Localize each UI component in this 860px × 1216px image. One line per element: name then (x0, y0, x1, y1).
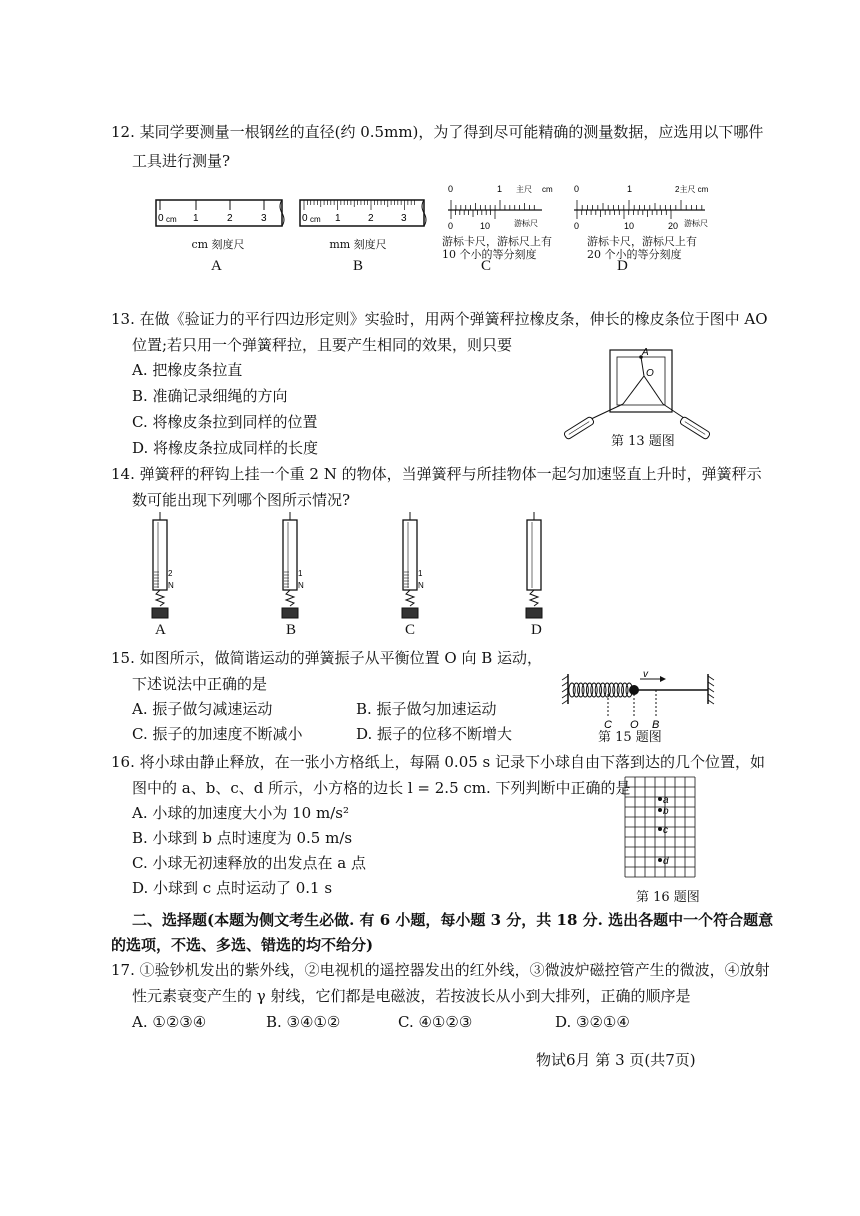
ball-position-d (658, 858, 662, 862)
q13-label-a: A (642, 347, 649, 358)
svg-text:20: 20 (668, 221, 679, 231)
q12-label-c: C (481, 258, 492, 274)
svg-text:1: 1 (497, 184, 503, 194)
grid-label-c: c (663, 825, 668, 836)
q12-stem-line2: 工具进行测量? (132, 152, 231, 170)
svg-text:10: 10 (624, 221, 635, 231)
q15-figure-caption: 第 15 题图 (598, 730, 662, 745)
scale-mark: 2 (168, 569, 173, 578)
spring-scale (282, 512, 298, 618)
q14-figure (130, 510, 570, 625)
cm-ruler-zero: 0 (158, 213, 164, 224)
q15-option-c: C. 振子的加速度不断减小 (132, 725, 303, 743)
q13-option-c: C. 将橡皮条拉到同样的位置 (132, 413, 318, 431)
q15-label-c: C (604, 719, 612, 731)
q15-label-v: v (643, 669, 648, 680)
cm-ruler-three: 3 (261, 213, 267, 224)
q14-label-d: D (531, 622, 542, 638)
spring-coil (569, 683, 633, 697)
cm-ruler-one: 1 (193, 213, 199, 224)
q13-label-o: O (646, 368, 654, 379)
q13-option-a: A. 把橡皮条拉直 (132, 361, 243, 379)
mm-ruler-unit: cm (310, 215, 321, 224)
svg-text:0: 0 (574, 221, 580, 231)
q13-option-b: B. 准确记录细绳的方向 (132, 387, 288, 405)
svg-text:游标尺: 游标尺 (684, 219, 708, 228)
caption-c-line2: 10 个小的等分刻度 (442, 248, 537, 261)
scale-mark: 1 (298, 569, 303, 578)
caption-d-line2: 20 个小的等分刻度 (587, 248, 682, 261)
q13-option-d: D. 将橡皮条拉成同样的长度 (132, 439, 319, 457)
spring-scale (152, 512, 168, 618)
svg-text:0: 0 (448, 221, 454, 231)
q17-stem-line1: 17. ①验钞机发出的紫外线，②电视机的遥控器发出的红外线，③微波炉磁控管产生的微波，④放射 (111, 961, 770, 979)
grid-label-d: d (663, 856, 669, 867)
q15-option-b: B. 振子做匀加速运动 (356, 700, 497, 718)
section2-heading-line1: 二、选择题(本题为侧文考生必做. 有 6 小题，每小题 3 分，共 18 分. 选出各题中一个符合题意 (132, 911, 774, 929)
q16-stem-line2: 图中的 a、b、c、d 所示，小方格的边长 l = 2.5 cm. 下列判断中正确的是 (132, 779, 631, 797)
q13-stem-line1: 13. 在做《验证力的平行四边形定则》实验时，用两个弹簧秤拉橡皮条，伸长的橡皮条位于图中 AO (111, 310, 768, 328)
q17-option-b: B. ③④①② (266, 1013, 341, 1031)
scale-mark: 1 (418, 569, 423, 578)
scale-mark: N (418, 581, 424, 590)
svg-text:10: 10 (480, 221, 491, 231)
q15-option-a: A. 振子做匀减速运动 (132, 700, 273, 718)
q15-label-b: B (652, 719, 660, 731)
vernier-caliper-10 (448, 184, 553, 231)
q16-option-b: B. 小球到 b 点时速度为 0.5 m/s (132, 829, 353, 847)
svg-text:1: 1 (627, 184, 633, 194)
svg-text:游标尺: 游标尺 (514, 219, 538, 228)
section2-heading-line2: 的选项，不选、多选、错选的均不给分) (111, 936, 374, 954)
q13-figure-caption: 第 13 题图 (611, 434, 675, 449)
q17-option-d: D. ③②①④ (555, 1013, 630, 1031)
svg-text:主尺: 主尺 (516, 185, 532, 194)
svg-text:0: 0 (448, 184, 454, 194)
q17-option-c: C. ④①②③ (398, 1013, 473, 1031)
q15-label-o: O (630, 719, 639, 731)
q16-figure-caption: 第 16 题图 (636, 890, 700, 905)
svg-text:cm: cm (542, 185, 553, 194)
q15-stem-line2: 下述说法中正确的是 (132, 675, 268, 693)
page-footer: 物试6月 第 3 页(共7页) (536, 1051, 696, 1069)
mm-ruler-two: 2 (368, 213, 374, 224)
q16-stem-line1: 16. 将小球由静止释放，在一张小方格纸上，每隔 0.05 s 记录下小球自由下落到达的几个位置，如 (111, 753, 766, 771)
spring-scale (526, 512, 542, 618)
ball-position-b (658, 808, 662, 812)
cm-ruler (156, 200, 284, 226)
q17-option-a: A. ①②③④ (132, 1013, 207, 1031)
caption-c-line1: 游标卡尺，游标尺上有 (442, 235, 552, 248)
q14-stem-line1: 14. 弹簧秤的秤钩上挂一个重 2 N 的物体，当弹簧秤与所挂物体一起匀加速竖直上升时，弹簧秤示 (111, 465, 762, 483)
grid-label-b: b (663, 806, 669, 817)
cm-ruler-unit: cm (166, 215, 177, 224)
q16-option-a: A. 小球的加速度大小为 10 m/s² (132, 804, 349, 822)
q14-label-a: A (155, 622, 166, 638)
mm-ruler-one: 1 (335, 213, 341, 224)
q12-label-b: B (353, 258, 364, 274)
scale-mark: N (298, 581, 304, 590)
q12-stem-line1: 12. 某同学要测量一根钢丝的直径(约 0.5mm)，为了得到尽可能精确的测量数据，应选用以下哪件 (111, 123, 764, 141)
cm-ruler-two: 2 (227, 213, 233, 224)
q14-stem-line2: 数可能出现下列哪个图所示情况? (132, 491, 351, 509)
mm-ruler-zero: 0 (302, 213, 308, 224)
q12-label-a: A (211, 258, 222, 274)
mm-ruler (300, 200, 426, 226)
q15-option-d: D. 振子的位移不断增大 (356, 725, 513, 743)
caption-b: mm 刻度尺 (329, 238, 387, 251)
ball-position-c (658, 827, 662, 831)
caption-d-line1: 游标卡尺，游标尺上有 (587, 235, 697, 248)
vernier-caliper-20 (574, 184, 709, 231)
caption-a: cm 刻度尺 (191, 238, 245, 251)
q16-option-c: C. 小球无初速释放的出发点在 a 点 (132, 854, 366, 872)
mm-ruler-three: 3 (401, 213, 407, 224)
q16-option-d: D. 小球到 c 点时运动了 0.1 s (132, 879, 333, 897)
q13-stem-line2: 位置;若只用一个弹簧秤拉，且要产生相同的效果，则只要 (132, 336, 513, 354)
svg-text:2主尺 cm: 2主尺 cm (675, 185, 709, 194)
q14-label-b: B (286, 622, 297, 638)
scale-mark: N (168, 581, 174, 590)
q16-grid-figure (620, 775, 700, 885)
ball-position-a (658, 797, 662, 801)
q15-stem-line1: 15. 如图所示，做简谐运动的弹簧振子从平衡位置 O 向 B 运动， (111, 649, 543, 667)
q17-stem-line2: 性元素衰变产生的 γ 射线，它们都是电磁波，若按波长从小到大排列，正确的顺序是 (132, 987, 691, 1005)
q14-label-c: C (405, 622, 416, 638)
svg-text:0: 0 (574, 184, 580, 194)
spring-scale (402, 512, 418, 618)
q12-label-d: D (617, 258, 628, 274)
q12-rulers-figure (150, 182, 720, 234)
grid-label-a: a (663, 795, 669, 806)
